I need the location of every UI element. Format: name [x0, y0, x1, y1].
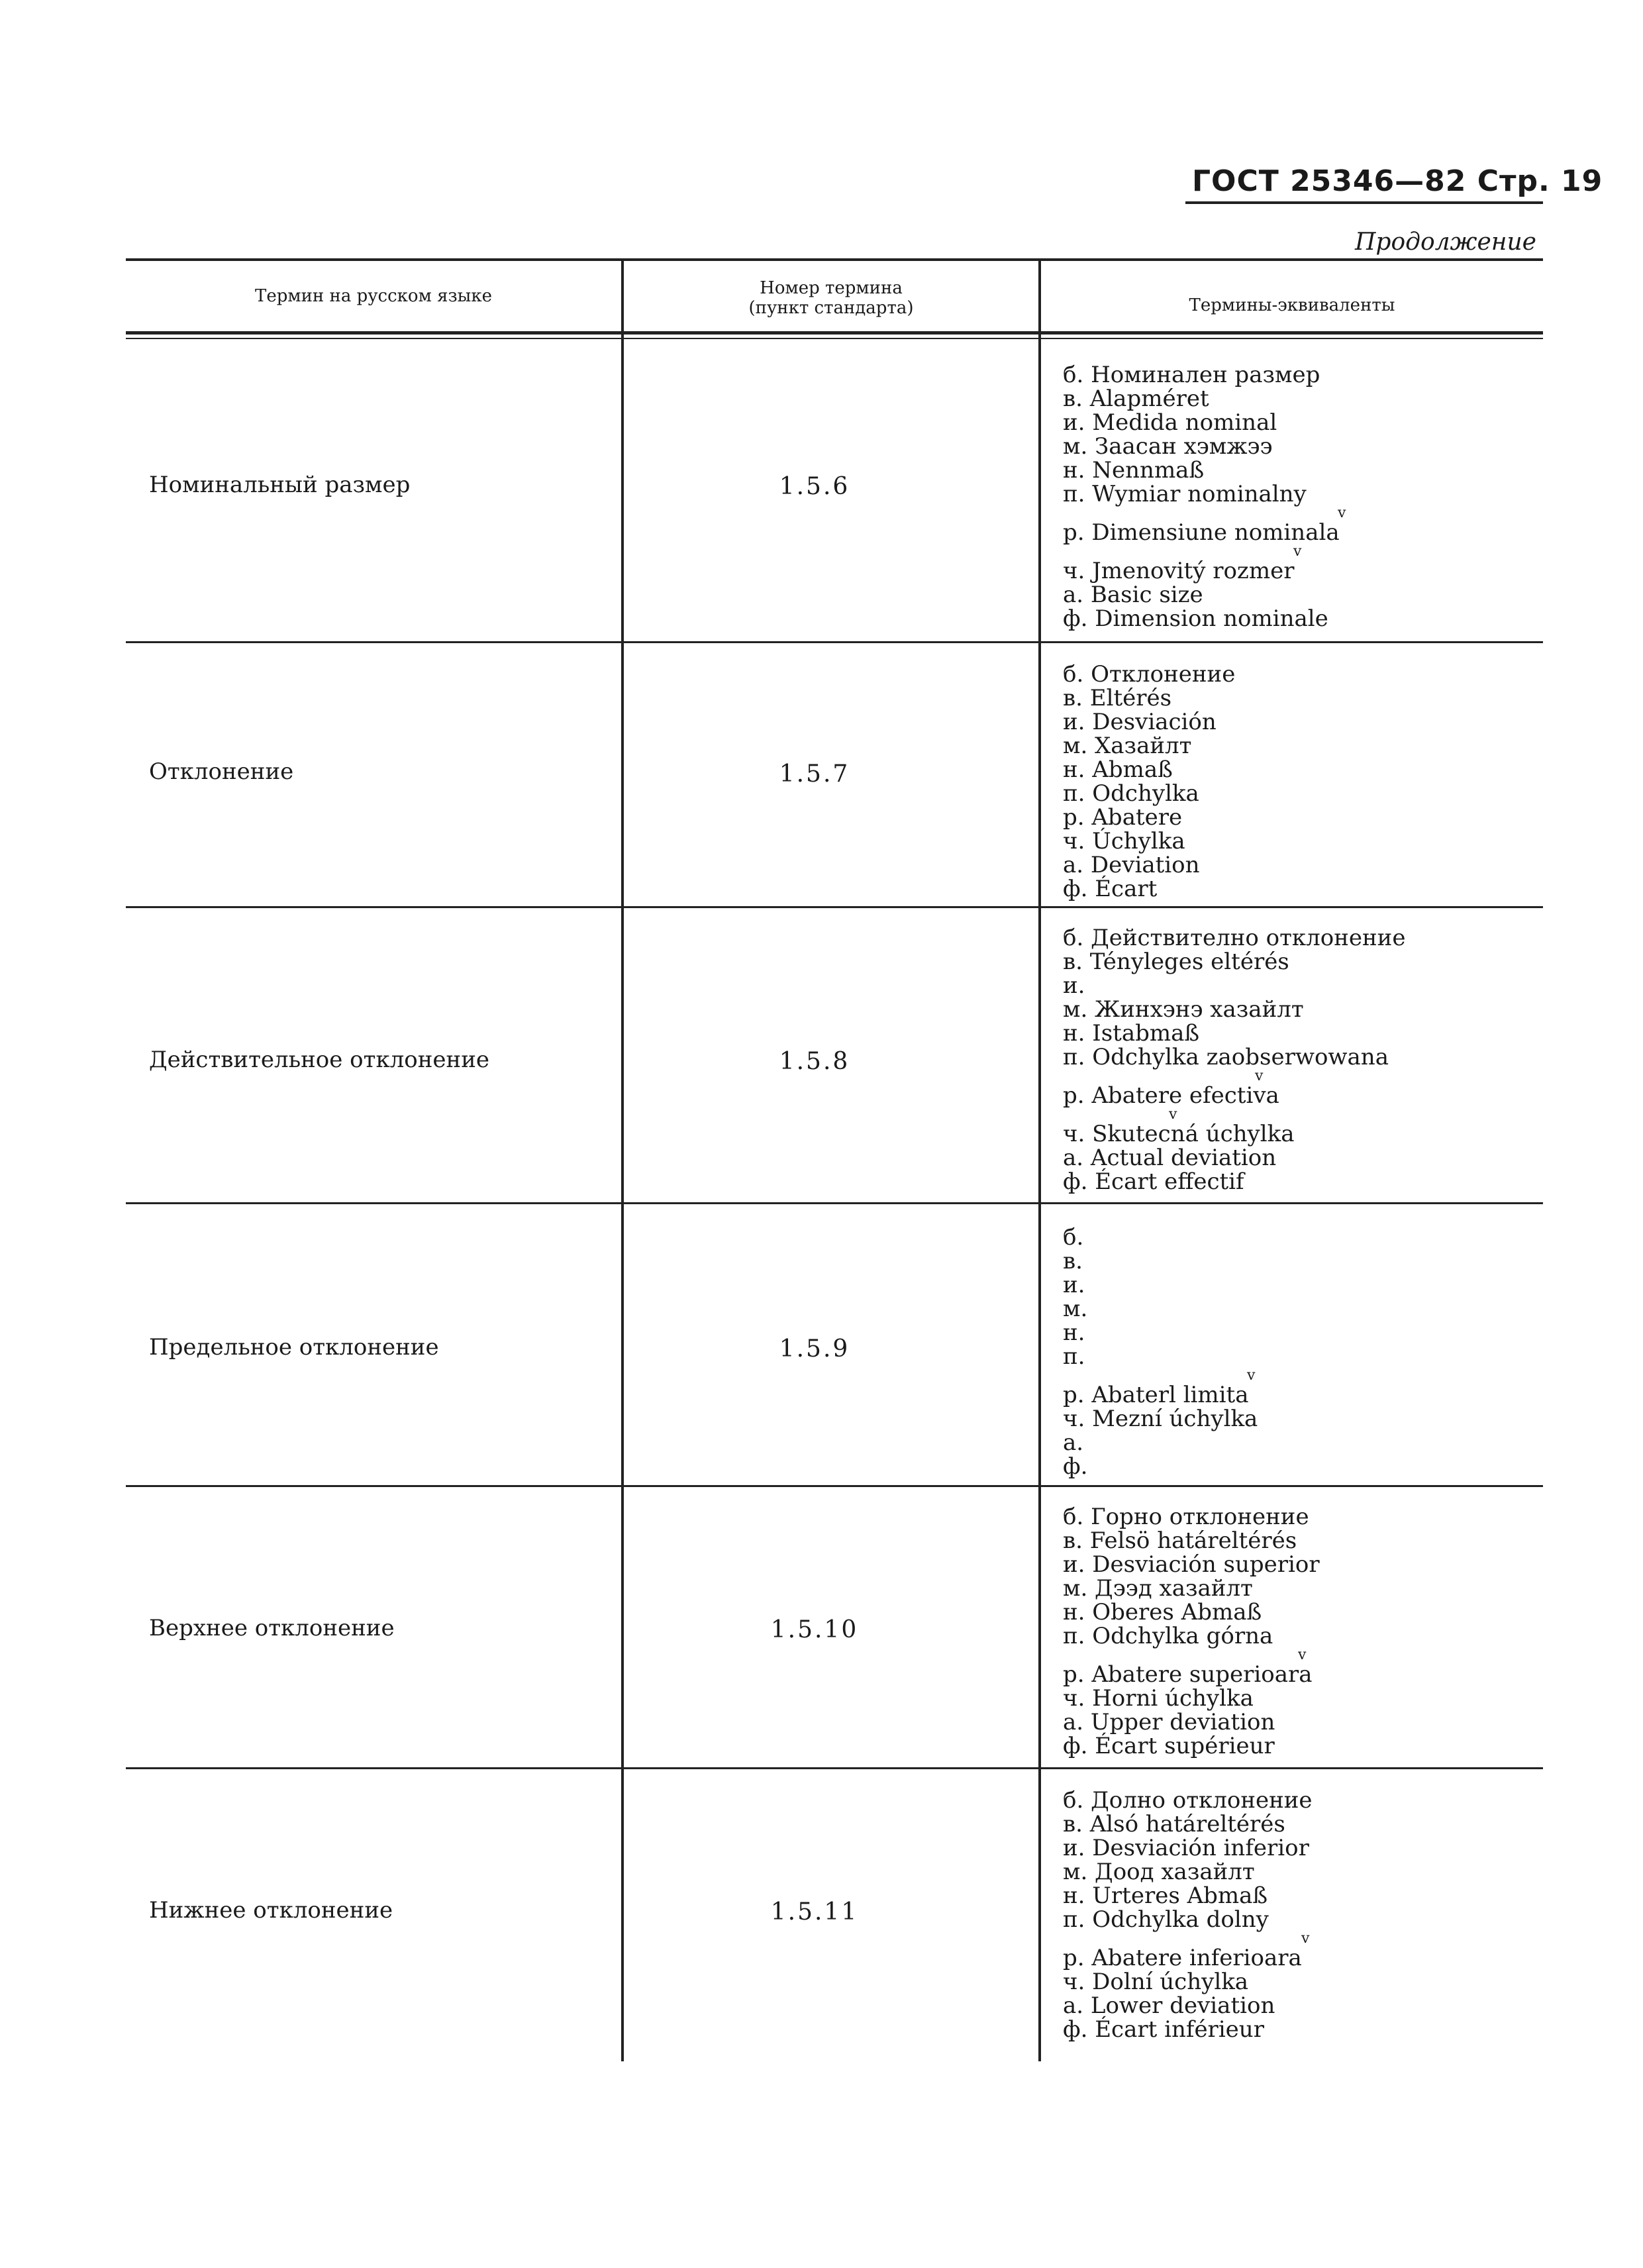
- column-divider-2: [1038, 260, 1041, 2061]
- row-separator: [126, 1202, 1543, 1204]
- equivalent-line: и. Desviación superior: [1063, 1551, 1320, 1578]
- column-header-equivalents: Термины-эквиваленты: [1189, 295, 1395, 315]
- continuation-label: Продолжение: [1355, 229, 1536, 256]
- equivalent-line: ч. Horni úchylka: [1063, 1685, 1254, 1712]
- equivalent-line: б.: [1063, 1224, 1084, 1251]
- caron-mark: v: [1169, 1106, 1177, 1123]
- equivalent-line: и. Desviación inferior: [1063, 1835, 1309, 1861]
- row-separator: [126, 1485, 1543, 1487]
- equivalent-line: в. Alsó határeltérés: [1063, 1811, 1285, 1837]
- equivalent-line: п. Odchylka górna: [1063, 1623, 1273, 1649]
- equivalent-line: б. Номинален размер: [1063, 362, 1320, 388]
- page-header-title: ГОСТ 25346—82 Стр. 19: [1192, 164, 1603, 198]
- caron-mark: v: [1338, 505, 1346, 521]
- equivalent-line: ч. Mezní úchylka: [1063, 1406, 1258, 1432]
- equivalent-line: в. Felsö határeltérés: [1063, 1527, 1297, 1554]
- term-number: 1.5.9: [779, 1335, 850, 1363]
- equivalent-line: и.: [1063, 972, 1085, 999]
- term-number: 1.5.11: [770, 1898, 859, 1926]
- equivalent-line: и. Desviación: [1063, 709, 1217, 735]
- equivalent-line: б. Действително отклонение: [1063, 925, 1406, 951]
- equivalent-line: н. Nennmaß: [1063, 457, 1205, 484]
- column-divider-1: [621, 260, 624, 2061]
- equivalent-line: п. Odchylka dolny: [1063, 1906, 1269, 1933]
- equivalent-line: н. Abmaß: [1063, 756, 1173, 783]
- equivalent-line: р. Abatere: [1063, 804, 1183, 831]
- column-header-number: Номер термина (пункт стандарта): [748, 278, 914, 318]
- term-russian: Действительное отклонение: [149, 1047, 490, 1073]
- equivalent-line: б. Горно отклонение: [1063, 1504, 1309, 1530]
- term-equivalents: [1063, 1505, 1540, 1758]
- equivalent-line: м. Заасан хэмжээ: [1063, 433, 1273, 460]
- equivalent-line: п. Odchylka zaobserwowana: [1063, 1044, 1389, 1070]
- equivalent-line: ф.: [1063, 1453, 1088, 1480]
- equivalent-line: в.: [1063, 1248, 1083, 1274]
- caron-mark: v: [1255, 1068, 1264, 1084]
- caron-mark: v: [1247, 1367, 1256, 1384]
- equivalent-line: м.: [1063, 1296, 1088, 1322]
- table-header-rule: [126, 331, 1543, 335]
- term-equivalents: [1063, 363, 1540, 631]
- equivalent-line: н.: [1063, 1319, 1085, 1346]
- row-separator: [126, 906, 1543, 908]
- equivalent-line: б. Отклонение: [1063, 661, 1236, 688]
- equivalent-line: а. Actual deviation: [1063, 1145, 1277, 1171]
- term-equivalents: [1063, 1788, 1540, 2041]
- equivalent-line: а. Deviation: [1063, 852, 1200, 878]
- term-equivalents: [1063, 1225, 1540, 1478]
- equivalent-line: м. Жинхэнэ хазайлт: [1063, 996, 1304, 1023]
- row-separator: [126, 1767, 1543, 1769]
- equivalent-line: а. Lower deviation: [1063, 1992, 1275, 2019]
- term-number: 1.5.10: [770, 1616, 859, 1643]
- equivalent-line: ч. Jmenovitý rozmer: [1063, 558, 1295, 584]
- column-header-term: Термин на русском языке: [255, 286, 492, 306]
- equivalent-line: п. Odchylka: [1063, 780, 1199, 807]
- equivalent-line: ч. Dolní úchylka: [1063, 1969, 1249, 1995]
- equivalent-line: ч. Úchylka: [1063, 828, 1185, 854]
- equivalent-line: в. Tényleges eltérés: [1063, 949, 1289, 975]
- table-top-rule: [126, 258, 1543, 261]
- equivalent-line: в. Eltérés: [1063, 685, 1172, 711]
- term-russian: Верхнее отклонение: [149, 1615, 395, 1641]
- equivalent-line: ф. Écart effectif: [1063, 1168, 1244, 1195]
- term-equivalents: [1063, 662, 1540, 901]
- equivalent-line: м. Хазайлт: [1063, 733, 1192, 759]
- term-number: 1.5.7: [779, 760, 850, 788]
- equivalent-line: ф. Écart supérieur: [1063, 1733, 1275, 1759]
- equivalent-line: н. Urteres Abmaß: [1063, 1882, 1268, 1909]
- term-russian: Нижнее отклонение: [149, 1897, 393, 1924]
- equivalent-line: ч. Skutecná úchylka: [1063, 1121, 1295, 1147]
- equivalent-line: р. Abatere inferioara: [1063, 1945, 1302, 1971]
- equivalent-line: а.: [1063, 1429, 1084, 1456]
- equivalent-line: и.: [1063, 1272, 1085, 1298]
- term-number: 1.5.8: [779, 1048, 850, 1075]
- equivalent-line: ф. Dimension nominale: [1063, 605, 1328, 632]
- equivalent-line: а. Basic size: [1063, 582, 1203, 608]
- term-russian: Номинальный размер: [149, 472, 411, 498]
- equivalent-line: б. Долно отклонение: [1063, 1787, 1313, 1814]
- equivalent-line: а. Upper deviation: [1063, 1709, 1275, 1735]
- row-separator: [126, 641, 1543, 643]
- equivalent-line: м. Дээд хазайлт: [1063, 1575, 1253, 1602]
- equivalent-line: и. Medida nominal: [1063, 409, 1277, 436]
- equivalent-line: р. Dimensiune nominala: [1063, 519, 1340, 546]
- equivalent-line: н. Istabmaß: [1063, 1020, 1200, 1047]
- equivalent-line: н. Oberes Abmaß: [1063, 1599, 1262, 1625]
- term-equivalents: [1063, 926, 1540, 1194]
- term-number: 1.5.6: [779, 473, 850, 500]
- equivalent-line: п.: [1063, 1343, 1085, 1370]
- term-russian: Предельное отклонение: [149, 1334, 439, 1361]
- caron-mark: v: [1298, 1647, 1307, 1663]
- term-russian: Отклонение: [149, 758, 294, 785]
- caron-mark: v: [1293, 543, 1302, 560]
- table-header-rule-thin: [126, 338, 1543, 339]
- equivalent-line: р. Abatere efectiva: [1063, 1082, 1279, 1109]
- equivalent-line: в. Alapméret: [1063, 386, 1209, 412]
- header-rule: [1185, 201, 1543, 204]
- caron-mark: v: [1301, 1930, 1310, 1947]
- equivalent-line: ф. Écart inférieur: [1063, 2016, 1264, 2043]
- equivalent-line: р. Abatere superioara: [1063, 1661, 1313, 1688]
- equivalent-line: р. Abaterl limita: [1063, 1382, 1249, 1408]
- equivalent-line: м. Доод хазайлт: [1063, 1859, 1255, 1885]
- equivalent-line: п. Wymiar nominalny: [1063, 481, 1307, 507]
- equivalent-line: ф. Écart: [1063, 876, 1158, 902]
